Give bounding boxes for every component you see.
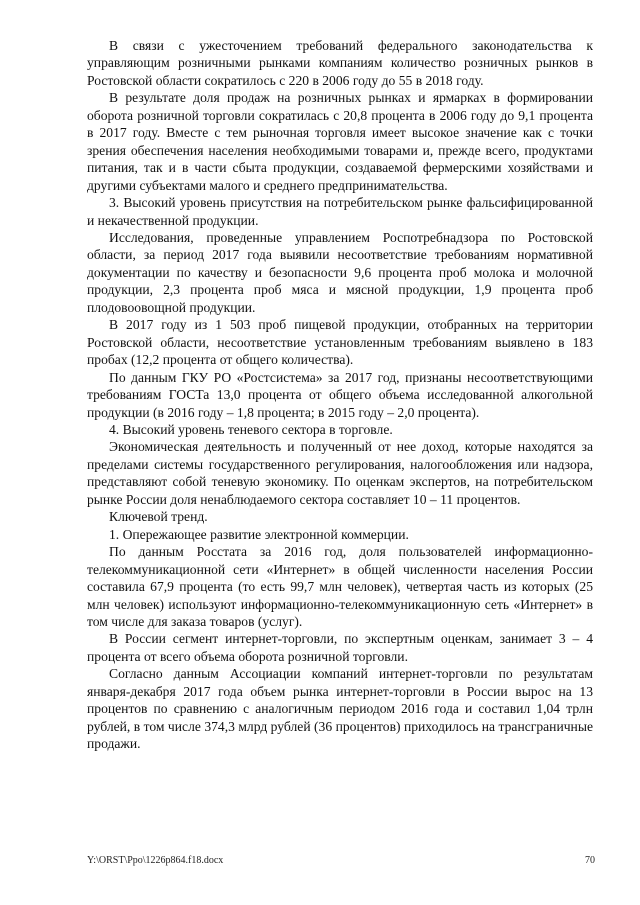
paragraph: Ключевой тренд. (109, 509, 208, 525)
paragraph: 4. Высокий уровень теневого сектора в торговле. (109, 421, 393, 437)
paragraph: В России сегмент интернет-торговли, по экспертным оценкам, занимает 3 – 4 процента от всего объема оборота розничной торговли. (87, 631, 593, 664)
paragraph: По данным Росстата за 2016 год, доля пользователей информационно-телекоммуникационной сети «Интернет» в общей численности населения России составила 67,9 процента (то есть 99,7 млн человек), четвертая часть из которых (25 млн человек) используют информационно-телекоммуникационную сеть «Интернет» в том числе для заказа товаров (услуг). (87, 544, 593, 629)
paragraph: В результате доля продаж на розничных рынках и ярмарках в формировании оборота розничной торговли сократилась с 20,8 процента в 2006 году до 9,1 процента в 2017 году. Вместе с тем рыночная торговля имеет высокое значение как с точки зрения обеспечения населения необходимыми товарами и, прежде всего, продуктами питания, так и в части сбыта продукции, создаваемой фермерскими хозяйствами и другими субъектами малого и среднего предпринимательства. (87, 90, 593, 193)
paragraph: 1. Опережающее развитие электронной коммерции. (109, 526, 409, 542)
paragraph: Согласно данным Ассоциации компаний интернет-торговли по результатам января-декабря 2017 года объем рынка интернет-торговли в России вырос на 13 процентов по сравнению с аналогичным периодом 2016 года и составил 1,04 трлн рублей, в том числе 374,3 млрд рублей (36 процентов) приходилось на трансграничные продажи. (87, 666, 593, 752)
paragraph: По данным ГКУ РО «Ростсистема» за 2017 год, признаны несоответствующими требованиям ГОСТа 13,0 процента от общего объема исследованной алкогольной продукции (в 2016 году – 1,8 процента; в 2015 году – 2,0 процента). (87, 369, 593, 420)
footer-file-path: Y:\ORST\Ppo\1226p864.f18.docx (87, 855, 224, 866)
paragraph: Экономическая деятельность и полученный от нее доход, которые находятся за пределами системы государственного регулирования, налогообложения или надзора, представляют собой теневую экономику. По оценкам экспертов, на потребительском рынке России доля ненаблюдаемого сектора составляет 10 – 11 процентов. (87, 439, 593, 507)
paragraph: В 2017 году из 1 503 проб пищевой продукции, отобранных на территории Ростовской области, несоответствие установленным требованиям выявлено в 183 пробах (12,2 процента от общего количества). (87, 317, 593, 368)
page-number: 70 (585, 855, 595, 866)
paragraph: 3. Высокий уровень присутствия на потребительском рынке фальсифицированной и некачественной продукции. (87, 195, 593, 228)
body-text (87, 37, 593, 753)
paragraph: В связи с ужесточением требований федерального законодательства к управляющим розничными рынками компаниям количество розничных рынков в Ростовской области сократилось с 220 в 2006 году до 55 в 2018 году. (87, 38, 593, 88)
paragraph: Исследования, проведенные управлением Роспотребнадзора по Ростовской области, за период 2017 года выявили несоответствие требованиям нормативной документации по качеству и безопасности 9,6 процента проб молока и молочной продукции, 2,3 процента проб мяса и мясной продукции, 1,9 процента проб плодовоовощной продукции. (87, 229, 593, 315)
